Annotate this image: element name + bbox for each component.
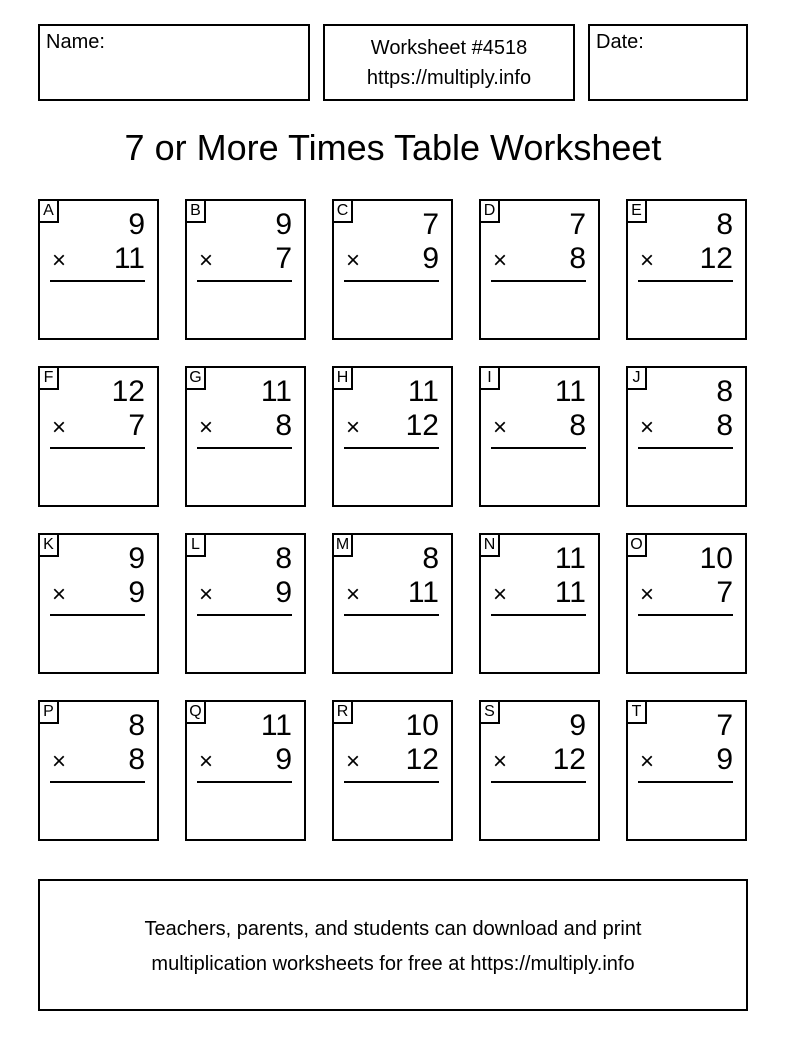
multiplier: 11 (554, 576, 586, 609)
problem-card-i (479, 366, 600, 507)
problem-letter: C (334, 201, 353, 223)
answer-line (638, 614, 733, 616)
multiplicand: 8 (716, 208, 733, 241)
multiplier: 7 (716, 576, 733, 609)
answer-line (638, 280, 733, 282)
worksheet-info-box (323, 24, 575, 101)
name-label: Name: (46, 31, 105, 53)
multiplier: 8 (569, 409, 586, 442)
multiplier: 9 (275, 743, 292, 776)
problem-letter: K (40, 535, 59, 557)
answer-line (344, 447, 439, 449)
problem-card-n (479, 533, 600, 674)
answer-line (491, 614, 586, 616)
multiplicand: 9 (275, 208, 292, 241)
times-sign: × (52, 581, 67, 608)
times-sign: × (199, 247, 214, 274)
multiplier: 9 (422, 242, 439, 275)
problem-letter: N (481, 535, 500, 557)
multiplicand: 7 (422, 208, 439, 241)
multiplier: 9 (275, 576, 292, 609)
footer-line-2: multiplication worksheets for free at https://multiply.info (151, 953, 635, 975)
multiplier: 12 (405, 409, 439, 442)
answer-line (197, 447, 292, 449)
multiplicand: 7 (569, 208, 586, 241)
problem-letter: J (628, 368, 647, 390)
answer-line (50, 781, 145, 783)
multiplicand: 10 (699, 542, 733, 575)
times-sign: × (493, 581, 508, 608)
answer-line (491, 447, 586, 449)
answer-line (197, 781, 292, 783)
answer-line (344, 614, 439, 616)
problem-card-g (185, 366, 306, 507)
problem-card-h (332, 366, 453, 507)
multiplicand: 9 (128, 208, 145, 241)
problem-letter: H (334, 368, 353, 390)
problem-letter: L (187, 535, 206, 557)
times-sign: × (52, 247, 67, 274)
multiplier: 7 (128, 409, 145, 442)
problem-card-c (332, 199, 453, 340)
problem-letter: M (334, 535, 353, 557)
answer-line (50, 614, 145, 616)
multiplicand: 8 (716, 375, 733, 408)
multiplier: 8 (275, 409, 292, 442)
problem-card-d (479, 199, 600, 340)
name-field[interactable] (38, 24, 310, 101)
multiplicand: 12 (111, 375, 145, 408)
multiplier: 8 (569, 242, 586, 275)
problem-letter: F (40, 368, 59, 390)
worksheet-url: https://multiply.info (366, 67, 532, 89)
times-sign: × (346, 414, 361, 441)
problem-card-a (38, 199, 159, 340)
multiplier: 7 (275, 242, 292, 275)
problem-card-s (479, 700, 600, 841)
problem-letter: S (481, 702, 500, 724)
answer-line (638, 781, 733, 783)
problem-card-q (185, 700, 306, 841)
times-sign: × (640, 414, 655, 441)
multiplicand: 11 (260, 709, 292, 742)
multiplicand: 11 (554, 542, 586, 575)
problem-letter: R (334, 702, 353, 724)
footer-box (38, 879, 748, 1011)
page-title: 7 or More Times Table Worksheet (124, 127, 662, 168)
multiplier: 12 (405, 743, 439, 776)
times-sign: × (640, 748, 655, 775)
answer-line (344, 781, 439, 783)
times-sign: × (199, 581, 214, 608)
times-sign: × (640, 581, 655, 608)
footer-line-1: Teachers, parents, and students can download and print (144, 918, 642, 940)
multiplicand: 9 (128, 542, 145, 575)
problem-letter: G (187, 368, 206, 390)
multiplicand: 11 (260, 375, 292, 408)
date-label: Date: (596, 31, 644, 53)
problem-card-e (626, 199, 747, 340)
problem-card-l (185, 533, 306, 674)
multiplicand: 8 (128, 709, 145, 742)
problem-letter: I (481, 368, 500, 390)
problem-letter: E (628, 201, 647, 223)
times-sign: × (52, 414, 67, 441)
problem-card-o (626, 533, 747, 674)
problem-card-f (38, 366, 159, 507)
problem-letter: B (187, 201, 206, 223)
multiplier: 12 (699, 242, 733, 275)
multiplicand: 7 (716, 709, 733, 742)
times-sign: × (493, 414, 508, 441)
problem-card-b (185, 199, 306, 340)
times-sign: × (493, 748, 508, 775)
problem-letter: Q (187, 702, 206, 724)
problem-card-k (38, 533, 159, 674)
problem-card-j (626, 366, 747, 507)
multiplier: 11 (113, 242, 145, 275)
times-sign: × (346, 581, 361, 608)
worksheet-number: Worksheet #4518 (370, 37, 528, 59)
times-sign: × (199, 414, 214, 441)
times-sign: × (346, 748, 361, 775)
problem-card-r (332, 700, 453, 841)
answer-line (50, 447, 145, 449)
answer-line (197, 280, 292, 282)
answer-line (491, 280, 586, 282)
multiplier: 8 (716, 409, 733, 442)
problem-letter: A (40, 201, 59, 223)
problem-letter: O (628, 535, 647, 557)
multiplicand: 8 (422, 542, 439, 575)
answer-line (50, 280, 145, 282)
answer-line (197, 614, 292, 616)
multiplier: 8 (128, 743, 145, 776)
multiplier: 11 (407, 576, 439, 609)
multiplicand: 9 (569, 709, 586, 742)
answer-line (491, 781, 586, 783)
multiplier: 12 (552, 743, 586, 776)
problem-letter: T (628, 702, 647, 724)
answer-line (638, 447, 733, 449)
problem-letter: D (481, 201, 500, 223)
times-sign: × (52, 748, 67, 775)
date-field[interactable] (588, 24, 748, 101)
multiplicand: 8 (275, 542, 292, 575)
times-sign: × (199, 748, 214, 775)
times-sign: × (640, 247, 655, 274)
multiplier: 9 (716, 743, 733, 776)
problem-letter: P (40, 702, 59, 724)
multiplicand: 11 (407, 375, 439, 408)
answer-line (344, 280, 439, 282)
times-sign: × (346, 247, 361, 274)
times-sign: × (493, 247, 508, 274)
problem-card-m (332, 533, 453, 674)
problem-card-p (38, 700, 159, 841)
multiplicand: 11 (554, 375, 586, 408)
problem-card-t (626, 700, 747, 841)
multiplicand: 10 (405, 709, 439, 742)
multiplier: 9 (128, 576, 145, 609)
